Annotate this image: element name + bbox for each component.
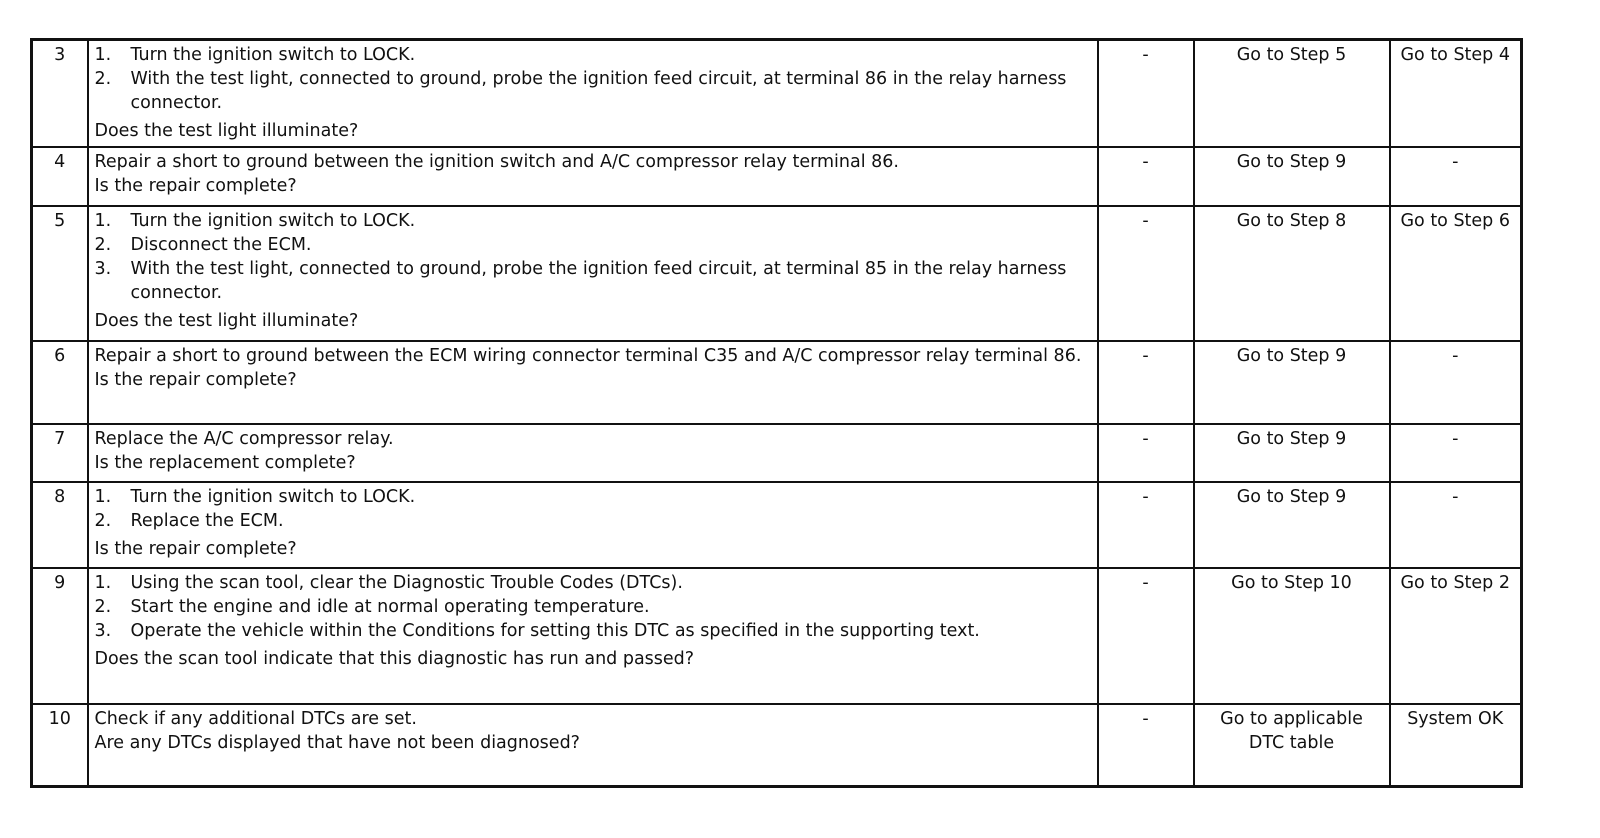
no-cell: - (1390, 424, 1522, 482)
question: Does the test light illuminate? (94, 121, 359, 141)
no-cell: - (1390, 482, 1522, 568)
item-number: 2. (94, 234, 112, 255)
list-item (95, 509, 1091, 533)
list-item (95, 67, 1091, 115)
item-text: Disconnect the ECM. (130, 234, 312, 255)
action-text: Repair a short to ground between the ignition switch and A/C compressor relay terminal 86. (94, 151, 899, 172)
question: Is the repair complete? (94, 369, 297, 390)
step-number: 10 (32, 704, 88, 787)
table-row (32, 568, 1522, 704)
no-cell: - (1390, 341, 1522, 424)
value-cell: - (1098, 568, 1194, 704)
list-item (95, 209, 1091, 233)
table-row (32, 40, 1522, 147)
step-number: 7 (32, 424, 88, 482)
item-text: Turn the ignition switch to LOCK. (130, 45, 416, 65)
item-text: Operate the vehicle within the Conditions for setting this DTC as specified in the supporting text. (130, 620, 980, 641)
item-number: 2. (94, 596, 112, 617)
item-text: Using the scan tool, clear the Diagnostic Trouble Codes (DTCs). (130, 572, 683, 593)
no-cell: System OK (1390, 704, 1522, 787)
value-cell: - (1098, 424, 1194, 482)
no-cell: Go to Step 6 (1390, 206, 1522, 341)
diagnostic-table (30, 38, 1523, 788)
question: Is the repair complete? (94, 538, 297, 559)
yes-cell: Go to Step 8 (1194, 206, 1390, 341)
item-text: Replace the ECM. (130, 510, 284, 531)
list-item (95, 485, 1091, 509)
item-number: 1. (94, 210, 112, 231)
table-row (32, 206, 1522, 341)
action-steps (95, 209, 1091, 305)
item-text: With the test light, connected to ground, probe the ignition feed circuit, at terminal 86 in the relay harness connector. (130, 69, 1067, 113)
action-text: Replace the A/C compressor relay. (94, 428, 394, 449)
item-number: 1. (94, 486, 112, 507)
question: Does the test light illuminate? (94, 310, 359, 331)
table-row (32, 704, 1522, 787)
question: Is the repair complete? (94, 175, 297, 196)
value-cell: - (1098, 147, 1194, 206)
list-item (95, 595, 1091, 619)
list-item (95, 571, 1091, 595)
table-row (32, 482, 1522, 568)
yes-cell: Go to Step 9 (1194, 147, 1390, 206)
list-item (95, 233, 1091, 257)
question: Does the scan tool indicate that this diagnostic has run and passed? (94, 648, 695, 669)
no-cell: - (1390, 147, 1522, 206)
action-steps (95, 571, 1091, 643)
item-number: 2. (94, 510, 112, 531)
yes-cell: Go to Step 5 (1194, 40, 1390, 147)
action-steps (95, 43, 1091, 115)
item-text: With the test light, connected to ground, probe the ignition feed circuit, at terminal 85 in the relay harness connector. (130, 258, 1067, 303)
value-cell: - (1098, 704, 1194, 787)
action-cell (88, 424, 1098, 482)
step-number: 6 (32, 341, 88, 424)
list-item (95, 43, 1091, 67)
item-number: 1. (94, 45, 112, 65)
step-number: 4 (32, 147, 88, 206)
action-cell (88, 206, 1098, 341)
table-row (32, 341, 1522, 424)
step-number: 3 (32, 40, 88, 147)
value-cell: - (1098, 341, 1194, 424)
item-number: 3. (94, 258, 112, 279)
step-number: 9 (32, 568, 88, 704)
no-cell: Go to Step 2 (1390, 568, 1522, 704)
item-text: Turn the ignition switch to LOCK. (130, 486, 416, 507)
action-steps (95, 485, 1091, 533)
value-cell: - (1098, 482, 1194, 568)
action-cell (88, 341, 1098, 424)
question: Are any DTCs displayed that have not been diagnosed? (94, 732, 580, 753)
yes-cell: Go to Step 9 (1194, 424, 1390, 482)
step-number: 8 (32, 482, 88, 568)
action-cell (88, 147, 1098, 206)
list-item (95, 257, 1091, 305)
yes-cell: Go to applicable DTC table (1194, 704, 1390, 787)
item-text: Turn the ignition switch to LOCK. (130, 210, 416, 231)
table-row (32, 424, 1522, 482)
action-cell (88, 704, 1098, 787)
item-number: 3. (94, 620, 112, 641)
item-text: Start the engine and idle at normal operating temperature. (130, 596, 650, 617)
yes-cell: Go to Step 9 (1194, 482, 1390, 568)
question: Is the replacement complete? (94, 452, 356, 473)
value-cell: - (1098, 206, 1194, 341)
yes-cell: Go to Step 10 (1194, 568, 1390, 704)
item-number: 2. (94, 69, 112, 89)
step-number: 5 (32, 206, 88, 341)
item-number: 1. (94, 572, 112, 593)
no-cell: Go to Step 4 (1390, 40, 1522, 147)
list-item (95, 619, 1091, 643)
yes-cell: Go to Step 9 (1194, 341, 1390, 424)
table-row (32, 147, 1522, 206)
value-cell: - (1098, 40, 1194, 147)
action-cell (88, 568, 1098, 704)
action-cell (88, 482, 1098, 568)
action-text: Check if any additional DTCs are set. (94, 708, 417, 729)
action-text: Repair a short to ground between the ECM wiring connector terminal C35 and A/C compressor relay terminal 86. (94, 345, 1082, 366)
action-cell (88, 40, 1098, 147)
